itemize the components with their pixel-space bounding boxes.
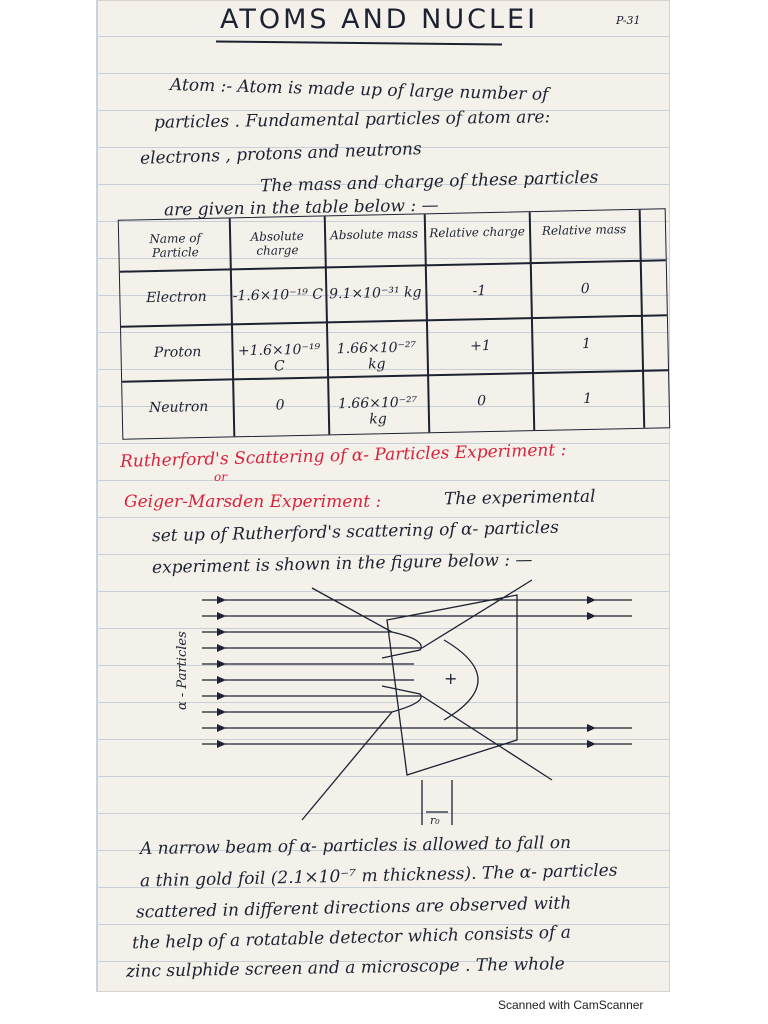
section-text: set up of Rutherford's scattering of α- particles [151,517,560,547]
intro-line: are given in the table below : — [163,195,439,221]
table-cell: Neutron [148,398,209,417]
table-cell: Proton [153,344,202,362]
table-cell: +1 [469,337,491,355]
page-number: P-31 [616,14,641,27]
table-cell: 0 [477,393,487,410]
closing-line: zinc sulphide screen and a microscope . The whole [125,954,565,982]
intro-line: electrons , protons and neutrons [139,139,423,169]
camscanner-watermark: Scanned with CamScanner [498,998,644,1012]
or-label: or [214,470,227,484]
nucleus-label: + [444,669,458,688]
closing-line: scattered in different directions are observed with [135,893,572,923]
table-cell: -1 [472,283,487,300]
closing-line: A narrow beam of α- particles is allowed to fall on [139,832,572,860]
table-cell: 1.66×10⁻²⁷ kg [337,394,418,428]
table-cell: +1.6×10⁻¹⁹ C [237,341,321,375]
particle-table [118,208,670,439]
table-cell: 0 [580,280,590,298]
intro-line: Atom :- Atom is made up of large number of [169,75,549,105]
table-header: Relative mass [541,222,627,238]
intro-line: The mass and charge of these particles [259,167,599,197]
table-cell: 1 [581,335,592,353]
section-text: experiment is shown in the figure below : — [151,550,533,578]
scattering-diagram [175,580,652,830]
section-heading: Rutherford's Scattering of α- Particles Experiment : [119,440,567,472]
closing-line: the help of a rotatable detector which consists of a [131,922,572,954]
table-cell: Electron [145,288,207,307]
table-header: Name of Particle [149,231,202,261]
side-label: α - Particles [175,631,190,710]
page-title: ATOMS AND NUCLEI [220,4,539,35]
section-subheading: Geiger-Marsden Experiment : [124,492,382,512]
title-underline [216,41,502,46]
table-header: Absolute mass [330,226,419,243]
section-text: The experimental [443,486,596,510]
margin-line [96,0,98,992]
table-header: Absolute charge [250,228,304,258]
distance-label: r₀ [430,814,440,827]
table-cell: 0 [275,397,285,414]
table-cell: 1.66×10⁻²⁷ kg [336,339,417,373]
intro-line: particles . Fundamental particles of atom are: [153,107,551,133]
table-header: Relative charge [429,224,526,241]
table-cell: -1.6×10⁻¹⁹ C [232,286,324,305]
closing-line: a thin gold foil (2.1×10⁻⁷ m thickness). The α- particles [139,860,618,892]
table-cell: 9.1×10⁻³¹ kg [329,284,422,303]
notebook-page [96,0,670,992]
table-cell: 1 [582,390,593,408]
